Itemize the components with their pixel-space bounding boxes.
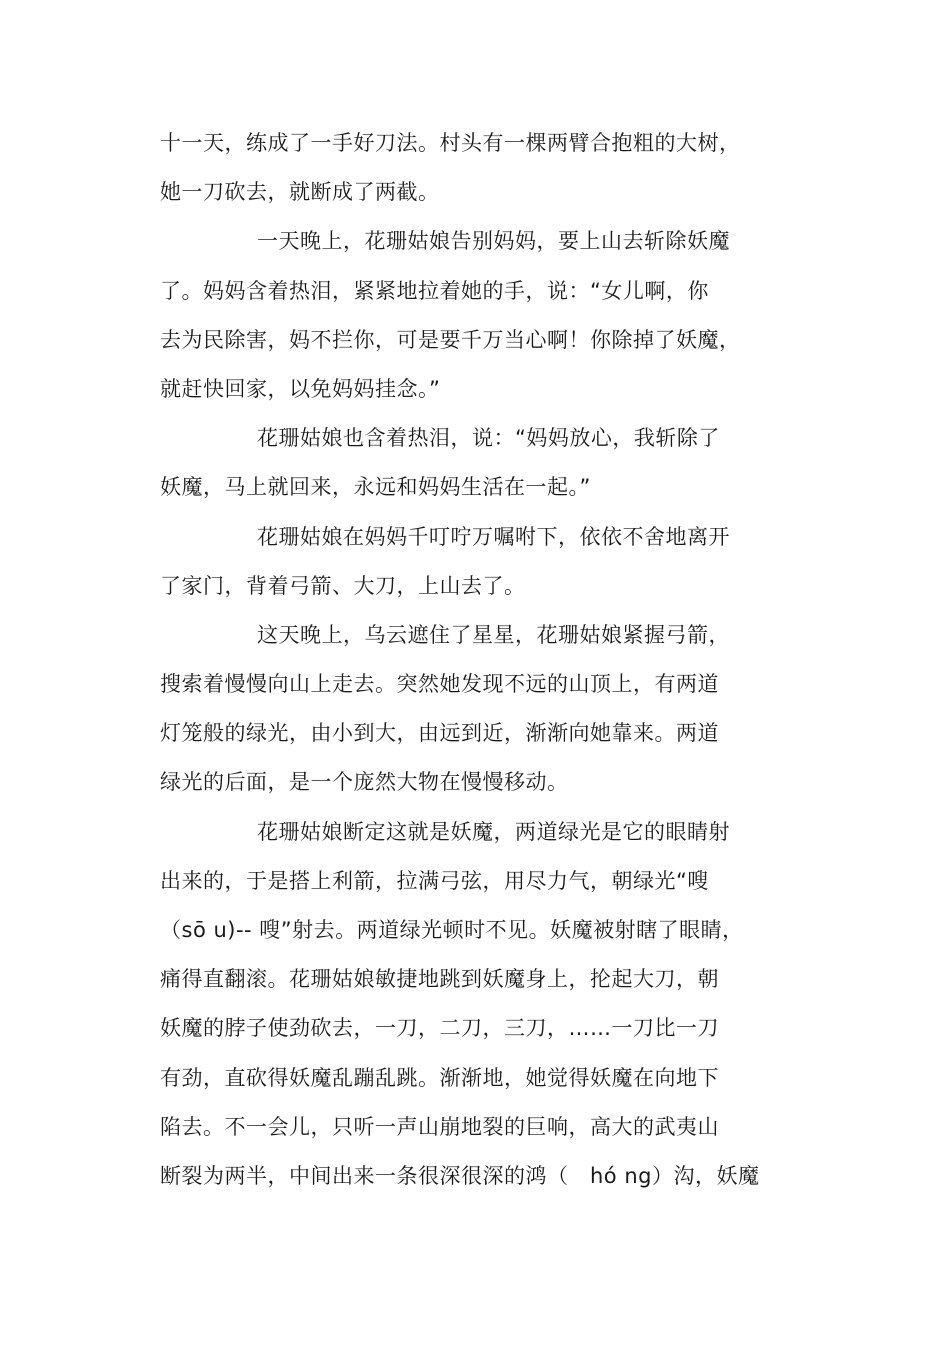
text-line: 了。妈妈含着热泪，紧紧地拉着她的手，说：“女儿啊，你 [160,278,709,303]
text-line: 去为民除害，妈不拦你，可是要千万当心啊！你除掉了妖魔， [160,327,741,352]
text-line: 痛得直翻滚。花珊姑娘敏捷地跳到妖魔身上，抡起大刀，朝 [160,967,719,992]
text-line: 十一天，练成了一手好刀法。村头有一棵两臂合抱粗的大树， [160,131,741,155]
text-line: 了家门，背着弓箭、大刀，上山去了。 [160,573,526,598]
text-line: 花珊姑娘断定这就是妖魔，两道绿光是它的眼睛射 [257,819,730,844]
text-line: 断裂为两半，中间出来一条很深很深的鸿（ hó ng）沟，妖魔 [160,1163,760,1188]
text-line: 花珊姑娘在妈妈千叮咛万嘱咐下，依依不舍地离开 [257,524,730,549]
text-line: 花珊姑娘也含着热泪，说：“妈妈放心，我斩除了 [257,426,720,451]
text-line: 就赶快回家，以免妈妈挂念。” [160,376,441,401]
text-line: 她一刀砍去，就断成了两截。 [160,180,440,205]
text-line: 灯笼般的绿光，由小到大，由远到近，渐渐向她靠来。两道 [160,721,719,746]
text-line: 这天晚上，乌云遮住了星星，花珊姑娘紧握弓箭， [257,622,730,647]
text-line: 妖魔，马上就回来，永远和妈妈生活在一起。” [160,475,591,500]
text-line: 妖魔的脖子使劲砍去，一刀，二刀，三刀，……一刀比一刀 [160,1016,719,1041]
text-line: 出来的，于是搭上利箭，拉满弓弦，用尽力气，朝绿光“嗖 [160,868,709,893]
text-line: 绿光的后面，是一个庞然大物在慢慢移动。 [160,770,569,795]
text-line: 搜索着慢慢向山上走去。突然她发现不远的山顶上，有两道 [160,672,719,697]
text-line: 陷去。不一会儿，只听一声山崩地裂的巨响，高大的武夷山 [160,1114,719,1139]
text-line: （sō u)-- 嗖”射去。两道绿光顿时不见。妖魔被射瞎了眼睛， [160,918,744,942]
story-text [160,124,800,1206]
text-line: 一天晚上，花珊姑娘告别妈妈，要上山去斩除妖魔 [257,229,730,254]
text-line: 有劲，直砍得妖魔乱蹦乱跳。渐渐地，她觉得妖魔在向地下 [160,1065,719,1090]
